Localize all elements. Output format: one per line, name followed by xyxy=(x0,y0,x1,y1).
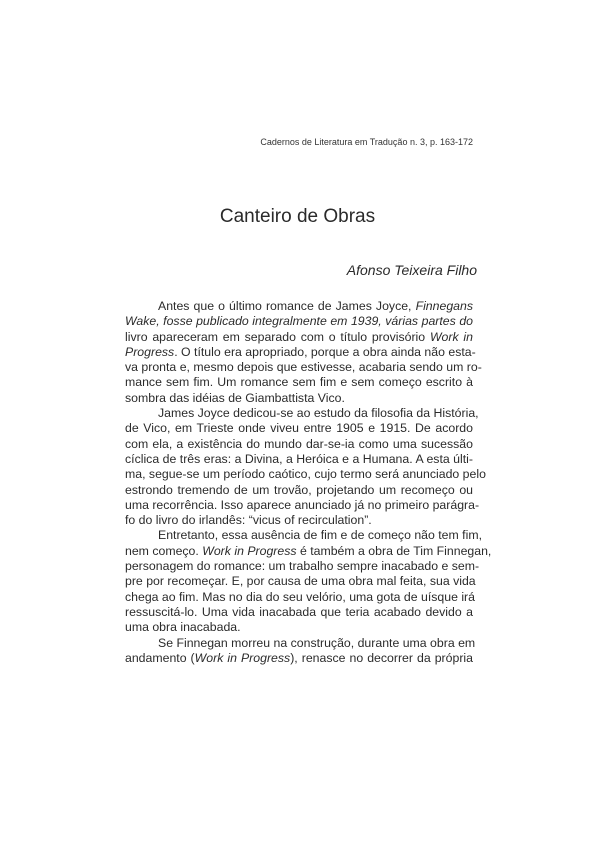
italic-title: Progress xyxy=(125,344,175,359)
running-head: Cadernos de Literatura em Tradução n. 3, p. 163-172 xyxy=(260,137,473,147)
paragraph-1 xyxy=(125,299,482,406)
italic-title: Work in xyxy=(429,329,473,344)
text-line: estrondo tremendo de um trovão, projetando um recomeço ou xyxy=(125,482,473,497)
text-line: Entretanto, essa ausência de fim e de começo não tem fim, xyxy=(158,528,482,543)
text-line: de Vico, em Trieste onde viveu entre 1905 e 1915. De acordo xyxy=(125,421,473,436)
text-line: James Joyce dedicou-se ao estudo da filosofia da História, xyxy=(158,406,479,421)
paragraph-4 xyxy=(125,635,476,667)
text-line: sombra das idéias de Giambattista Vico. xyxy=(125,390,345,405)
text-line: uma recorrência. Isso aparece anunciado já no primeiro parágra- xyxy=(125,497,480,512)
text-line: chega ao fim. Mas no dia do seu velório, uma gota de uísque irá xyxy=(125,589,475,604)
text-line: com ela, a existência do mundo dar-se-ia como uma sucessão xyxy=(125,436,473,451)
text-line: personagem do romance: um trabalho sempre inacabado e sem- xyxy=(125,559,480,574)
italic-title: Work in Progress xyxy=(202,543,297,558)
article-body xyxy=(125,299,492,666)
article-title: Canteiro de Obras xyxy=(219,206,376,227)
text-line: andamento (Work in Progress), renasce no decorrer da própria xyxy=(125,650,473,665)
text-line: mance sem fim. Um romance sem fim e sem começo escrito à xyxy=(125,375,473,390)
paragraph-2 xyxy=(125,406,486,528)
paragraph-3 xyxy=(125,528,492,635)
italic-title: Finnegans xyxy=(415,299,473,313)
text-line: va pronta e, mesmo depois que estivesse, acabaria sendo um ro- xyxy=(125,360,482,375)
text-line: ma, segue-se um período caótico, cujo termo será anunciado pelo xyxy=(125,467,486,482)
author-name: Afonso Teixeira Filho xyxy=(346,262,477,278)
text-line: cíclica de três eras: a Divina, a Heróica e a Humana. A esta últi- xyxy=(125,451,473,466)
italic-title: Work in Progress xyxy=(194,650,291,665)
italic-title: Wake, fosse publicado integralmente em 1939, várias partes do xyxy=(125,314,473,329)
text-line xyxy=(125,314,473,329)
text-line: Antes que o último romance de James Joyce, Finnegans xyxy=(158,299,473,313)
text-line: ressuscitá-lo. Uma vida inacabada que teria acabado devido a xyxy=(125,604,473,619)
text-line: Progress. O título era apropriado, porque a obra ainda não esta- xyxy=(125,344,476,359)
text-line: nem começo. Work in Progress é também a obra de Tim Finnegan, xyxy=(125,543,492,558)
text-line: fo do livro do irlandês: “vicus of recirculation”. xyxy=(125,513,372,528)
text-line: livro apareceram em separado com o título provisório Work in xyxy=(125,329,473,344)
text-line: pre por recomeçar. E, por causa de uma obra mal feita, sua vida xyxy=(125,574,476,589)
text-line: Se Finnegan morreu na construção, durante uma obra em xyxy=(158,635,476,650)
text-line: uma obra inacabada. xyxy=(125,620,241,635)
